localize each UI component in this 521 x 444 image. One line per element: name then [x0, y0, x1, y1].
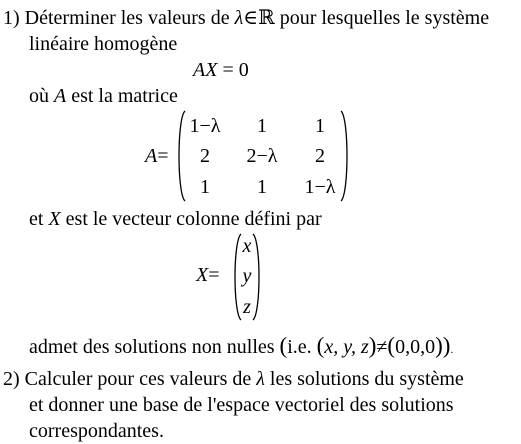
item2-number: 2) — [3, 368, 20, 390]
ie-group: (i.e. (x, y, z)≠(0,0,0)) — [279, 333, 451, 358]
matrix-label — [145, 146, 169, 166]
matrix-cell-2-2: 2−λ — [246, 145, 278, 167]
equation-equals: = — [222, 59, 234, 81]
lambda-symbol: λ — [234, 7, 244, 29]
matrix-name: A — [145, 145, 158, 167]
item1-line2: linéaire homogène — [29, 33, 178, 55]
vector-intro-suffix: est le vecteur colonne défini par — [65, 208, 322, 230]
equation-rhs: 0 — [238, 59, 249, 81]
zero-triple: 0,0,0 — [395, 336, 436, 358]
matrix-cell-1-2: 1 — [257, 115, 267, 137]
item1-line1 — [3, 8, 489, 28]
vector-z: z — [243, 296, 251, 318]
unknowns-triple: x, y, z — [324, 336, 369, 358]
vector-y: y — [242, 265, 252, 287]
vector-equals: = — [208, 264, 220, 286]
matrix-right-paren — [340, 110, 350, 202]
matrix-cell-3-1: 1 — [200, 176, 210, 198]
matrix-cell-3-3: 1−λ — [304, 176, 336, 198]
item2-lambda-symbol: λ — [256, 368, 265, 390]
matrix-equals: = — [157, 145, 169, 167]
matrix-intro-suffix: est la matrice — [71, 85, 178, 107]
matrix-cell-1-1: 1−λ — [189, 115, 221, 137]
item2-text-a: Calculer pour ces valeurs de — [24, 368, 252, 390]
equation-lhs: AX — [193, 59, 218, 81]
item1-final-line — [29, 334, 453, 357]
matrix-cell-2-1: 2 — [200, 145, 210, 167]
item2-line3: correspondantes. — [29, 420, 164, 442]
matrix-cell-2-3: 2 — [315, 145, 325, 167]
final-period: . — [450, 344, 454, 356]
item1-number: 1) — [3, 7, 20, 29]
item1-text-a: Déterminer les valeurs de — [24, 7, 230, 29]
matrix-intro-prefix: où — [29, 85, 49, 107]
homogeneous-equation — [193, 60, 249, 80]
not-equal-symbol: ≠ — [376, 336, 388, 358]
vector-right-paren — [252, 233, 262, 321]
vector-intro — [29, 209, 322, 229]
matrix-intro — [29, 86, 178, 106]
vector-intro-prefix: et — [29, 208, 44, 230]
vector-left-paren — [232, 233, 242, 321]
vector-intro-var: X — [48, 208, 61, 230]
matrix-left-paren — [176, 110, 186, 202]
vector-name: X — [196, 264, 209, 286]
matrix-intro-var: A — [54, 85, 67, 107]
element-of-symbol: ∈ — [243, 7, 259, 29]
item1-final-text: admet des solutions non nulles — [29, 336, 275, 358]
vector-x: x — [242, 235, 252, 257]
item2-text-b: les solutions du système — [269, 368, 464, 390]
reals-symbol: ℝ — [258, 7, 275, 29]
vector-label — [196, 265, 220, 285]
matrix-cell-1-3: 1 — [315, 115, 325, 137]
item2-line1 — [3, 369, 464, 389]
ie-text: i.e. — [287, 336, 312, 358]
matrix-cell-3-2: 1 — [257, 176, 267, 198]
item1-text-b: pour lesquelles le système — [279, 7, 490, 29]
item2-line2: et donner une base de l'espace vectoriel des solutions — [29, 394, 454, 416]
